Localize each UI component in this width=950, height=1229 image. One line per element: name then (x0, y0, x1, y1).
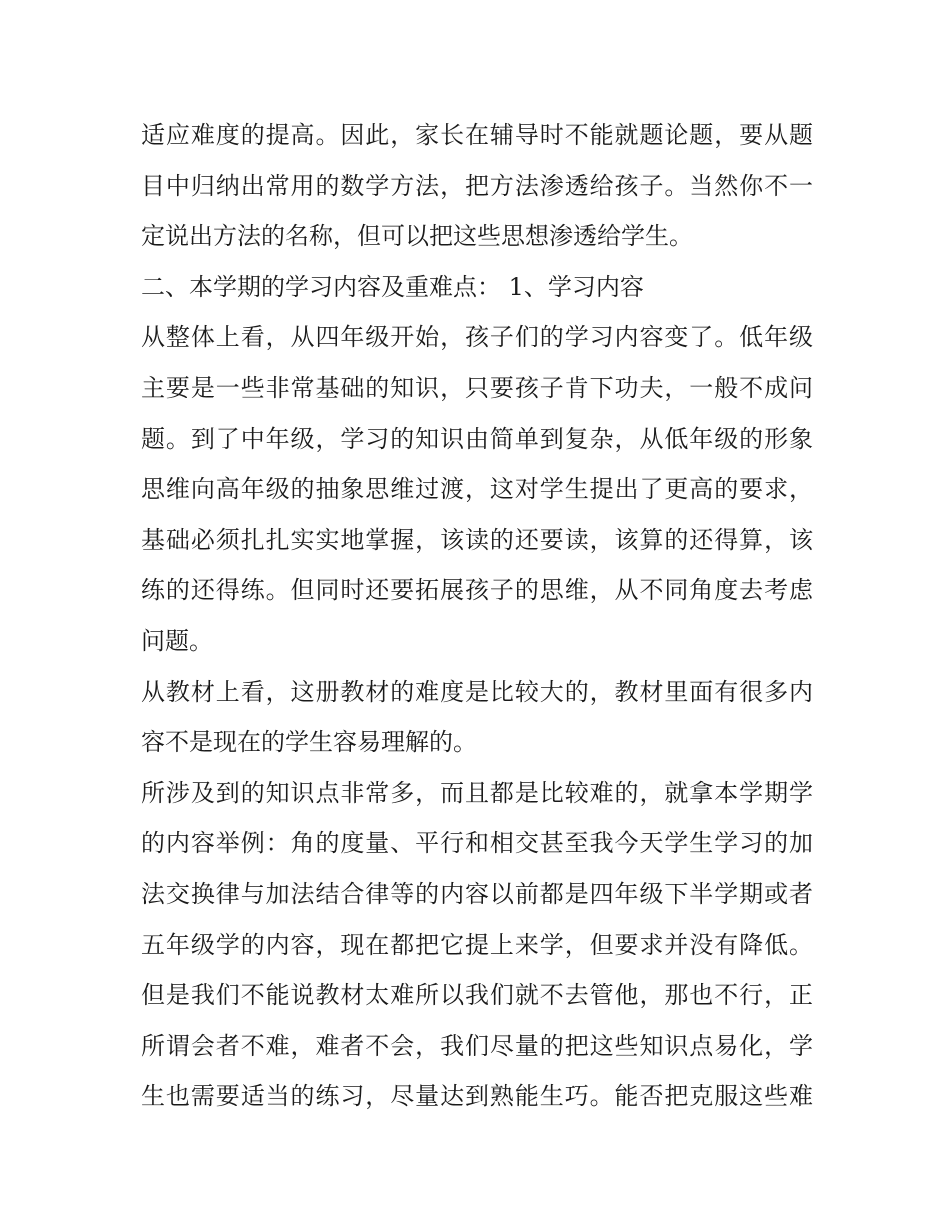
text-line: 适应难度的提高。因此，家长在辅导时不能就题论题，要从题 (141, 121, 813, 149)
text-line: 主要是一些非常基础的知识，只要孩子肯下功夫，一般不成问 (141, 373, 813, 402)
text-line: 问题。 (141, 626, 213, 655)
text-line: 题。到了中年级，学习的知识由简单到复杂，从低年级的形象 (141, 424, 813, 453)
text-line: 容不是现在的学生容易理解的。 (141, 728, 477, 757)
text-line: 目中归纳出常用的数学方法，把方法渗透给孩子。当然你不一 (141, 171, 813, 200)
text-line: 的内容举例：角的度量、平行和相交甚至我今天学生学习的加 (141, 829, 813, 858)
text-line: 从整体上看，从四年级开始，孩子们的学习内容变了。低年级 (141, 323, 813, 352)
text-line: 基础必须扎扎实实地掌握，该读的还要读，该算的还得算，该 (141, 525, 813, 554)
text-line: 思维向高年级的抽象思维过渡，这对学生提出了更高的要求， (141, 475, 813, 504)
text-line: 练的还得练。但同时还要拓展孩子的思维，从不同角度去考虑 (141, 576, 813, 605)
text-line: 法交换律与加法结合律等的内容以前都是四年级下半学期或者 (141, 879, 813, 908)
text-line: 所谓会者不难，难者不会，我们尽量的把这些知识点易化，学 (141, 1031, 813, 1060)
text-line: 定说出方法的名称，但可以把这些思想渗透给学生。 (141, 222, 693, 251)
document-body (141, 110, 813, 1122)
text-line: 生也需要适当的练习，尽量达到熟能生巧。能否把克服这些难 (141, 1082, 813, 1111)
text-line: 但是我们不能说教材太难所以我们就不去管他，那也不行，正 (141, 981, 813, 1010)
text-line: 五年级学的内容，现在都把它提上来学，但要求并没有降低。 (141, 930, 813, 959)
text-line: 从教材上看，这册教材的难度是比较大的，教材里面有很多内 (141, 677, 813, 706)
section-heading: 二、本学期的学习内容及重难点： 1、学习内容 (141, 272, 644, 301)
text-line: 所涉及到的知识点非常多，而且都是比较难的，就拿本学期学 (141, 778, 813, 807)
